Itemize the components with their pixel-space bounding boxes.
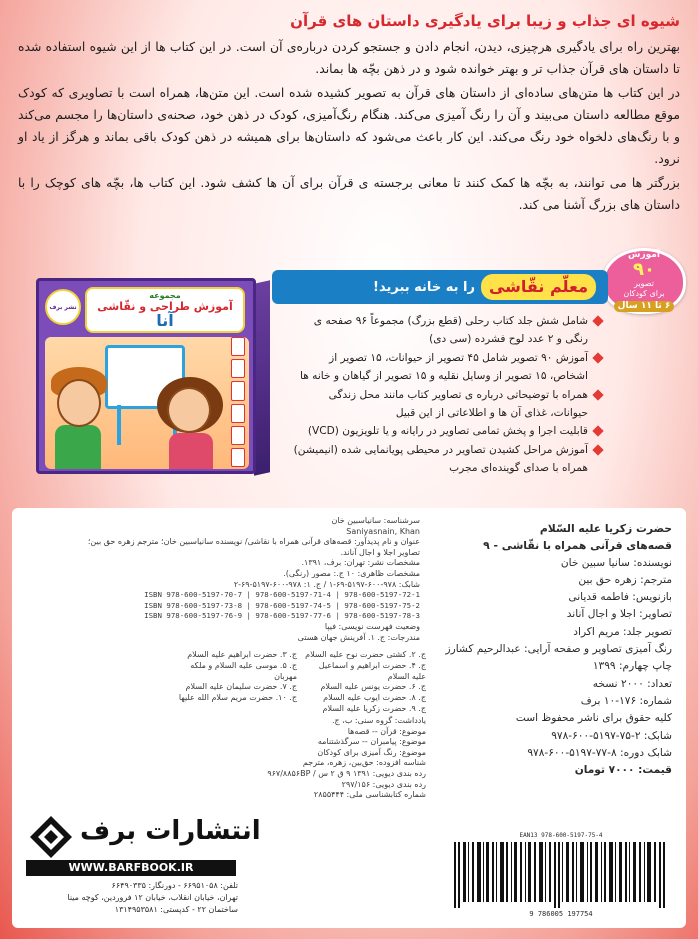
boy-face: [57, 379, 101, 427]
age-badge: [602, 248, 686, 314]
credit-line: چاپ چهارم: ۱۳۹۹: [592, 660, 672, 673]
cip-note: موضوع: پیامبران -- سرگذشتنامه: [317, 737, 426, 747]
contents-item: ج. ۴. حضرت ابراهیم و اسماعیل علیه السلام: [318, 660, 426, 681]
product-box-illustration: [36, 268, 272, 474]
credit-isbn-set: شابک دوره: ۸-۷۷-۵۱۹۷-۶۰۰-۹۷۸: [527, 746, 672, 759]
badge-line3: برای کودکان: [623, 289, 665, 298]
cip-line: مشخصات نشر: تهران: برف، ۱۳۹۱.: [301, 558, 420, 568]
box-subtitle: آموزش طراحی و نقّاشی: [97, 300, 233, 313]
credit-book-title: حضرت زکریا علیه السّلام: [539, 522, 672, 535]
cip-line-latin: Saniyasnain, Khan: [346, 526, 420, 536]
publisher-url[interactable]: WWW.BARFBOOK.IR: [26, 860, 236, 876]
box-series: مجموعه: [149, 291, 181, 300]
cip-line: سرشناسه: سانیاسبین خان: [331, 516, 420, 525]
intro-title: شیوه ای جذاب و زیبا برای یادگیری داستان های قرآن: [290, 12, 680, 30]
badge-age: ۶ تا ۱۱ سال: [614, 301, 675, 312]
contents-item: ج. ۲. کشتی حضرت نوح علیه السلام: [305, 650, 426, 659]
cip-line: مشخصات ظاهری: ۱۰ ج.: مصور (رنگی).: [283, 568, 420, 578]
cip-line: عنوان و نام پدیدآور: قصه‌های قرآنی همراه با نقاشی/ نویسنده سانیاسبین خان؛ مترجم زهره حق بین؛: [87, 537, 420, 547]
credit-isbn: شابک: ۲-۷۵-۵۱۹۷-۶۰۰-۹۷۸: [551, 729, 672, 742]
cip-note: شناسه افزوده: حق‌بین، زهره، مترجم: [302, 758, 426, 768]
box-artwork: [45, 337, 249, 469]
intro-paragraph: در این کتاب ها متن‌های ساده‌ای از داستان های قرآن به تصویر کشیده شده است. این متن‌ها، همراه است با تصاویری که کودک موقع مطالعه داستان می‌بیند و آن را رنگ آمیزی می‌کند. هنگام رنگ‌آمیزی، کودک در ذهن خود، صحنه‌ی داستان‌ها را مجسم می‌کند و با رنگ‌های دلخواه خود رنگ می‌کند. این کار باعث می‌شود که داستان‌ها برای همیشه در ذهن کودک باقی بماند و هرگز از یاد او نرود.: [18, 85, 680, 166]
feature-item: آموزش ۹۰ تصویر شامل ۴۵ تصویر از حیوانات، ۱۵ تصویر از اشخاص، ۱۵ تصویر از وسایل نقلیه و ۱۵ تصویر از گیاهان و خانه ها: [292, 349, 602, 386]
cip-isbn: ISBN 978-600-5197-73-8 | 978-600-5197-74-5 | 978-600-5197-75-2: [144, 600, 420, 610]
girl-face: [167, 387, 211, 433]
color-swatches: [231, 337, 245, 467]
barcode-bars: [454, 842, 668, 908]
cip-isbn: ISBN 978-600-5197-76-9 | 978-600-5197-77-6 | 978-600-5197-78-3: [144, 611, 420, 621]
cip-line: تصاویر اجلا و اجال آناند.: [340, 547, 420, 557]
box-title: [85, 287, 245, 333]
credit-line: مترجم: زهره حق بین: [578, 573, 672, 586]
cip-notes: [176, 716, 426, 801]
box-front: [36, 278, 256, 474]
intro-section: [18, 10, 680, 218]
credit-price: قیمت: ۷۰۰۰ تومان: [574, 764, 672, 777]
contents-item: ج. ۳. حضرت ابراهیم علیه السلام: [187, 650, 297, 659]
contact-line: تهران، خیابان انقلاب، خیابان ۱۲ فروردین، کوچه مینا: [67, 893, 238, 902]
credit-line: کلیه حقوق برای ناشر محفوظ است: [515, 712, 672, 725]
credit-line: تصاویر: اجلا و اجال آناند: [566, 608, 672, 621]
credit-line: نویسنده: سانیا سبین خان: [560, 556, 672, 569]
contents-list: [176, 650, 426, 715]
feature-list: [292, 312, 602, 478]
banner-sub-text: را به خانه ببرید!: [373, 279, 475, 295]
promo-banner: [272, 270, 608, 304]
badge-line1: آموزش: [628, 250, 660, 260]
credit-series: قصه‌های قرآنی همراه با نقّاشی - ۹: [483, 539, 672, 553]
cip-line: وضعیت فهرست نویسی: فیپا: [324, 621, 420, 631]
barcode-ean-label: EAN13 978-600-5197-75-4: [519, 832, 603, 839]
contents-item: ج. ۵. موسی علیه السلام و ملکه مهربان: [190, 660, 297, 681]
feature-item: قابلیت اجرا و پخش تمامی تصاویر در رایانه و یا تلویزیون (VCD): [292, 422, 602, 440]
publisher-logo-icon: [28, 814, 74, 860]
barcode: [444, 832, 678, 922]
boy-body: [55, 425, 101, 469]
cip-note: موضوع: قرآن -- قصه‌ها: [347, 726, 426, 736]
cip-block: [24, 516, 420, 643]
credit-line: تصویر جلد: مریم اکراد: [573, 625, 672, 638]
publisher-block: [22, 812, 261, 924]
cip-note: رده بندی دیویی: ۲۹۷/۱۵۶: [341, 779, 426, 789]
contact-line: ساختمان ۲۲ - کدپستی: ۱۳۱۴۹۵۳۵۸۱: [114, 905, 238, 914]
cip-note: موضوع: رنگ آمیزی برای کودکان: [317, 747, 426, 757]
barcode-number: 9 786005 197754: [529, 910, 593, 918]
credit-line: شماره: ۱۷۶-۱۰ برف: [580, 694, 672, 707]
intro-paragraph: بهترین راه برای یادگیری هرچیزی، دیدن، انجام دادن و جستجو کردن درباره‌ی آن است. در این کتاب ها از این شیوه استفاده شده تا داستان های قرآن جذاب تر و بهتر خوانده شود و در ذهن بچّه ها بماند.: [18, 39, 680, 76]
intro-paragraph: بزرگتر ها می توانند، به بچّه ها کمک کنند تا معانی برجسته ی قرآن برای آن ها کشف شود. این کتاب ها، بچّه های کوچک را با داستان های بزرگ آشنا می کند.: [18, 175, 680, 212]
cip-note: یادداشت: گروه سنی: ب، ج.: [331, 716, 426, 725]
cip-isbn: ISBN 978-600-5197-70-7 | 978-600-5197-71-4 | 978-600-5197-72-1: [144, 590, 420, 600]
girl-body: [169, 433, 213, 469]
contents-item: ج. ۶. حضرت یونس علیه السلام: [320, 682, 426, 692]
cip-line: شابک: ۹۷۸-۶۰۰-۵۱۹۷-۶۹-۱ / ج. ۱: ۹۷۸-۶۰۰-۵۱۹۷-۶۹-۲: [233, 579, 420, 589]
box-name: آنا: [156, 311, 174, 330]
easel-leg: [117, 405, 121, 445]
box-side: [254, 280, 270, 475]
credit-line: رنگ آمیزی تصاویر و صفحه آرایی: عبدالرحیم کشارز: [445, 643, 672, 656]
badge-line2: تصویر: [634, 279, 654, 288]
publisher-contact: [26, 880, 238, 916]
feature-item: شامل شش جلد کتاب رحلی (قطع بزرگ) مجموعاً ۹۶ صفحه ی رنگی و ۲ عدد لوح فشرده (سی دی): [292, 312, 602, 349]
contact-line: تلفن: ۶۶۹۵۱۰۵۸ - دورنگار: ۶۶۴۹۰۳۳۵: [111, 881, 238, 890]
box-publisher-logo: نشر برف: [45, 289, 81, 325]
credit-line: تعداد: ۲۰۰۰ نسخه: [592, 677, 672, 690]
credit-line: بازنویس: فاطمه قدیانی: [568, 591, 672, 604]
publisher-name: انتشارات برف: [80, 816, 261, 846]
contents-item: ج. ۹. حضرت زکریا علیه السلام: [322, 703, 426, 713]
credits-block: [414, 520, 672, 779]
badge-number: ۹۰: [633, 259, 655, 280]
contents-item: ج. ۸. حضرت ایوب علیه السلام: [323, 693, 426, 703]
feature-item: همراه با توضیحاتی درباره ی تصاویر کتاب مانند محل زندگی حیوانات، غذای آن ها و اطلاعاتی از این قبیل: [292, 386, 602, 423]
banner-main-text: معلّم نقّاشی: [481, 274, 596, 300]
cip-line: مندرجات: ج. ۱. آفرینش جهان هستی: [297, 632, 420, 642]
cip-note: شماره کتابشناسی ملی: ۲۸۵۵۴۴۴: [313, 790, 426, 800]
feature-item: آموزش مراحل کشیدن تصاویر در محیطی پویانمایی شده (انیمیشن) همراه با صدای گوینده‌ای مجرب: [292, 441, 602, 478]
contents-item: ج. ۷. حضرت سلیمان علیه السلام: [185, 682, 297, 692]
contents-item: ج. ۱۰. حضرت مریم سلام الله علیها: [178, 693, 297, 703]
cip-note: رده بندی دیویی: ۱۳۹۱ ۹ ق ۲ س / ۹۶۷/۸۸۵۶BP: [267, 768, 426, 778]
